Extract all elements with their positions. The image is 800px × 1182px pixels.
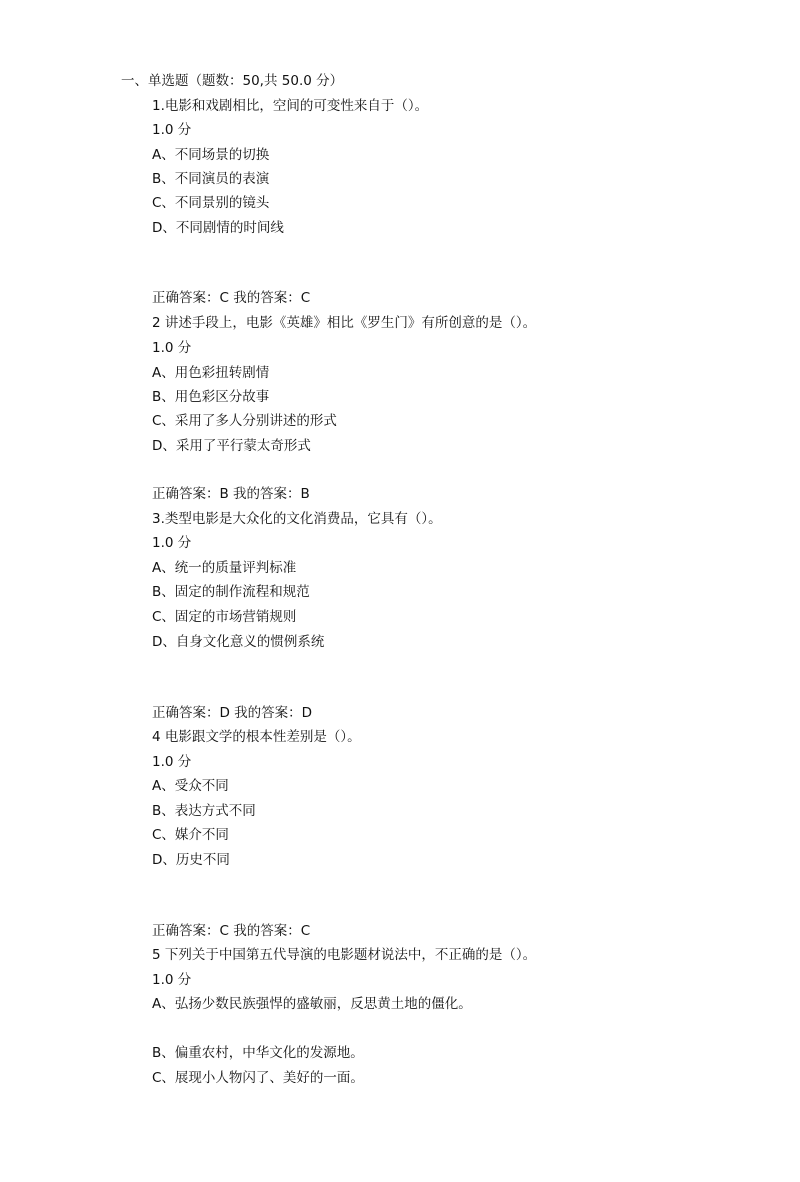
question-3-stem: 3.类型电影是大众化的文化消费品，它具有（）。 [152,511,442,527]
question-4-option-a: A、受众不同 [152,778,229,794]
question-4-score: 1.0 分 [152,754,192,770]
question-4-option-c: C、媒介不同 [152,827,229,843]
question-4-option-d: D、历史不同 [152,852,230,868]
question-3-score: 1.0 分 [152,535,192,551]
question-1-answer: 正确答案：C 我的答案：C [152,290,311,306]
question-3-answer: 正确答案：D 我的答案：D [152,705,313,721]
question-2-answer: 正确答案：B 我的答案：B [152,486,310,502]
question-1-option-a: A、不同场景的切换 [152,147,270,163]
question-3-option-c: C、固定的市场营销规则 [152,609,297,625]
question-3-option-d: D、自身文化意义的惯例系统 [152,634,325,650]
question-5-stem: 5 下列关于中国第五代导演的电影题材说法中，不正确的是（）。 [152,947,537,963]
question-1-option-b: B、不同演员的表演 [152,171,270,187]
question-1-option-d: D、不同剧情的时间线 [152,220,284,236]
question-1-option-c: C、不同景别的镜头 [152,195,270,211]
question-4-option-b: B、表达方式不同 [152,803,256,819]
question-2-option-d: D、采用了平行蒙太奇形式 [152,438,311,454]
question-3-option-a: A、统一的质量评判标准 [152,560,297,576]
question-4-stem: 4 电影跟文学的根本性差别是（）。 [152,729,361,745]
section-title: 一、单选题（题数：50,共 50.0 分） [121,73,344,89]
question-2-option-c: C、采用了多人分别讲述的形式 [152,413,337,429]
question-3-option-b: B、固定的制作流程和规范 [152,584,310,600]
question-2-option-a: A、用色彩扭转剧情 [152,365,270,381]
question-5-option-a: A、弘扬少数民族强悍的盛敏丽，反思黄土地的僵化。 [152,996,472,1012]
question-5-option-b: B、偏重农村，中华文化的发源地。 [152,1045,364,1061]
question-5-score: 1.0 分 [152,972,192,988]
question-5-option-c: C、展现小人物闪了、美好的一面。 [152,1070,364,1086]
question-2-stem: 2 讲述手段上，电影《英雄》相比《罗生门》有所创意的是（）。 [152,315,537,331]
question-4-answer: 正确答案：C 我的答案：C [152,923,311,939]
question-1-stem: 1.电影和戏剧相比，空间的可变性来自于（）。 [152,98,429,114]
question-2-score: 1.0 分 [152,340,192,356]
question-2-option-b: B、用色彩区分故事 [152,389,270,405]
question-1-score: 1.0 分 [152,122,192,138]
